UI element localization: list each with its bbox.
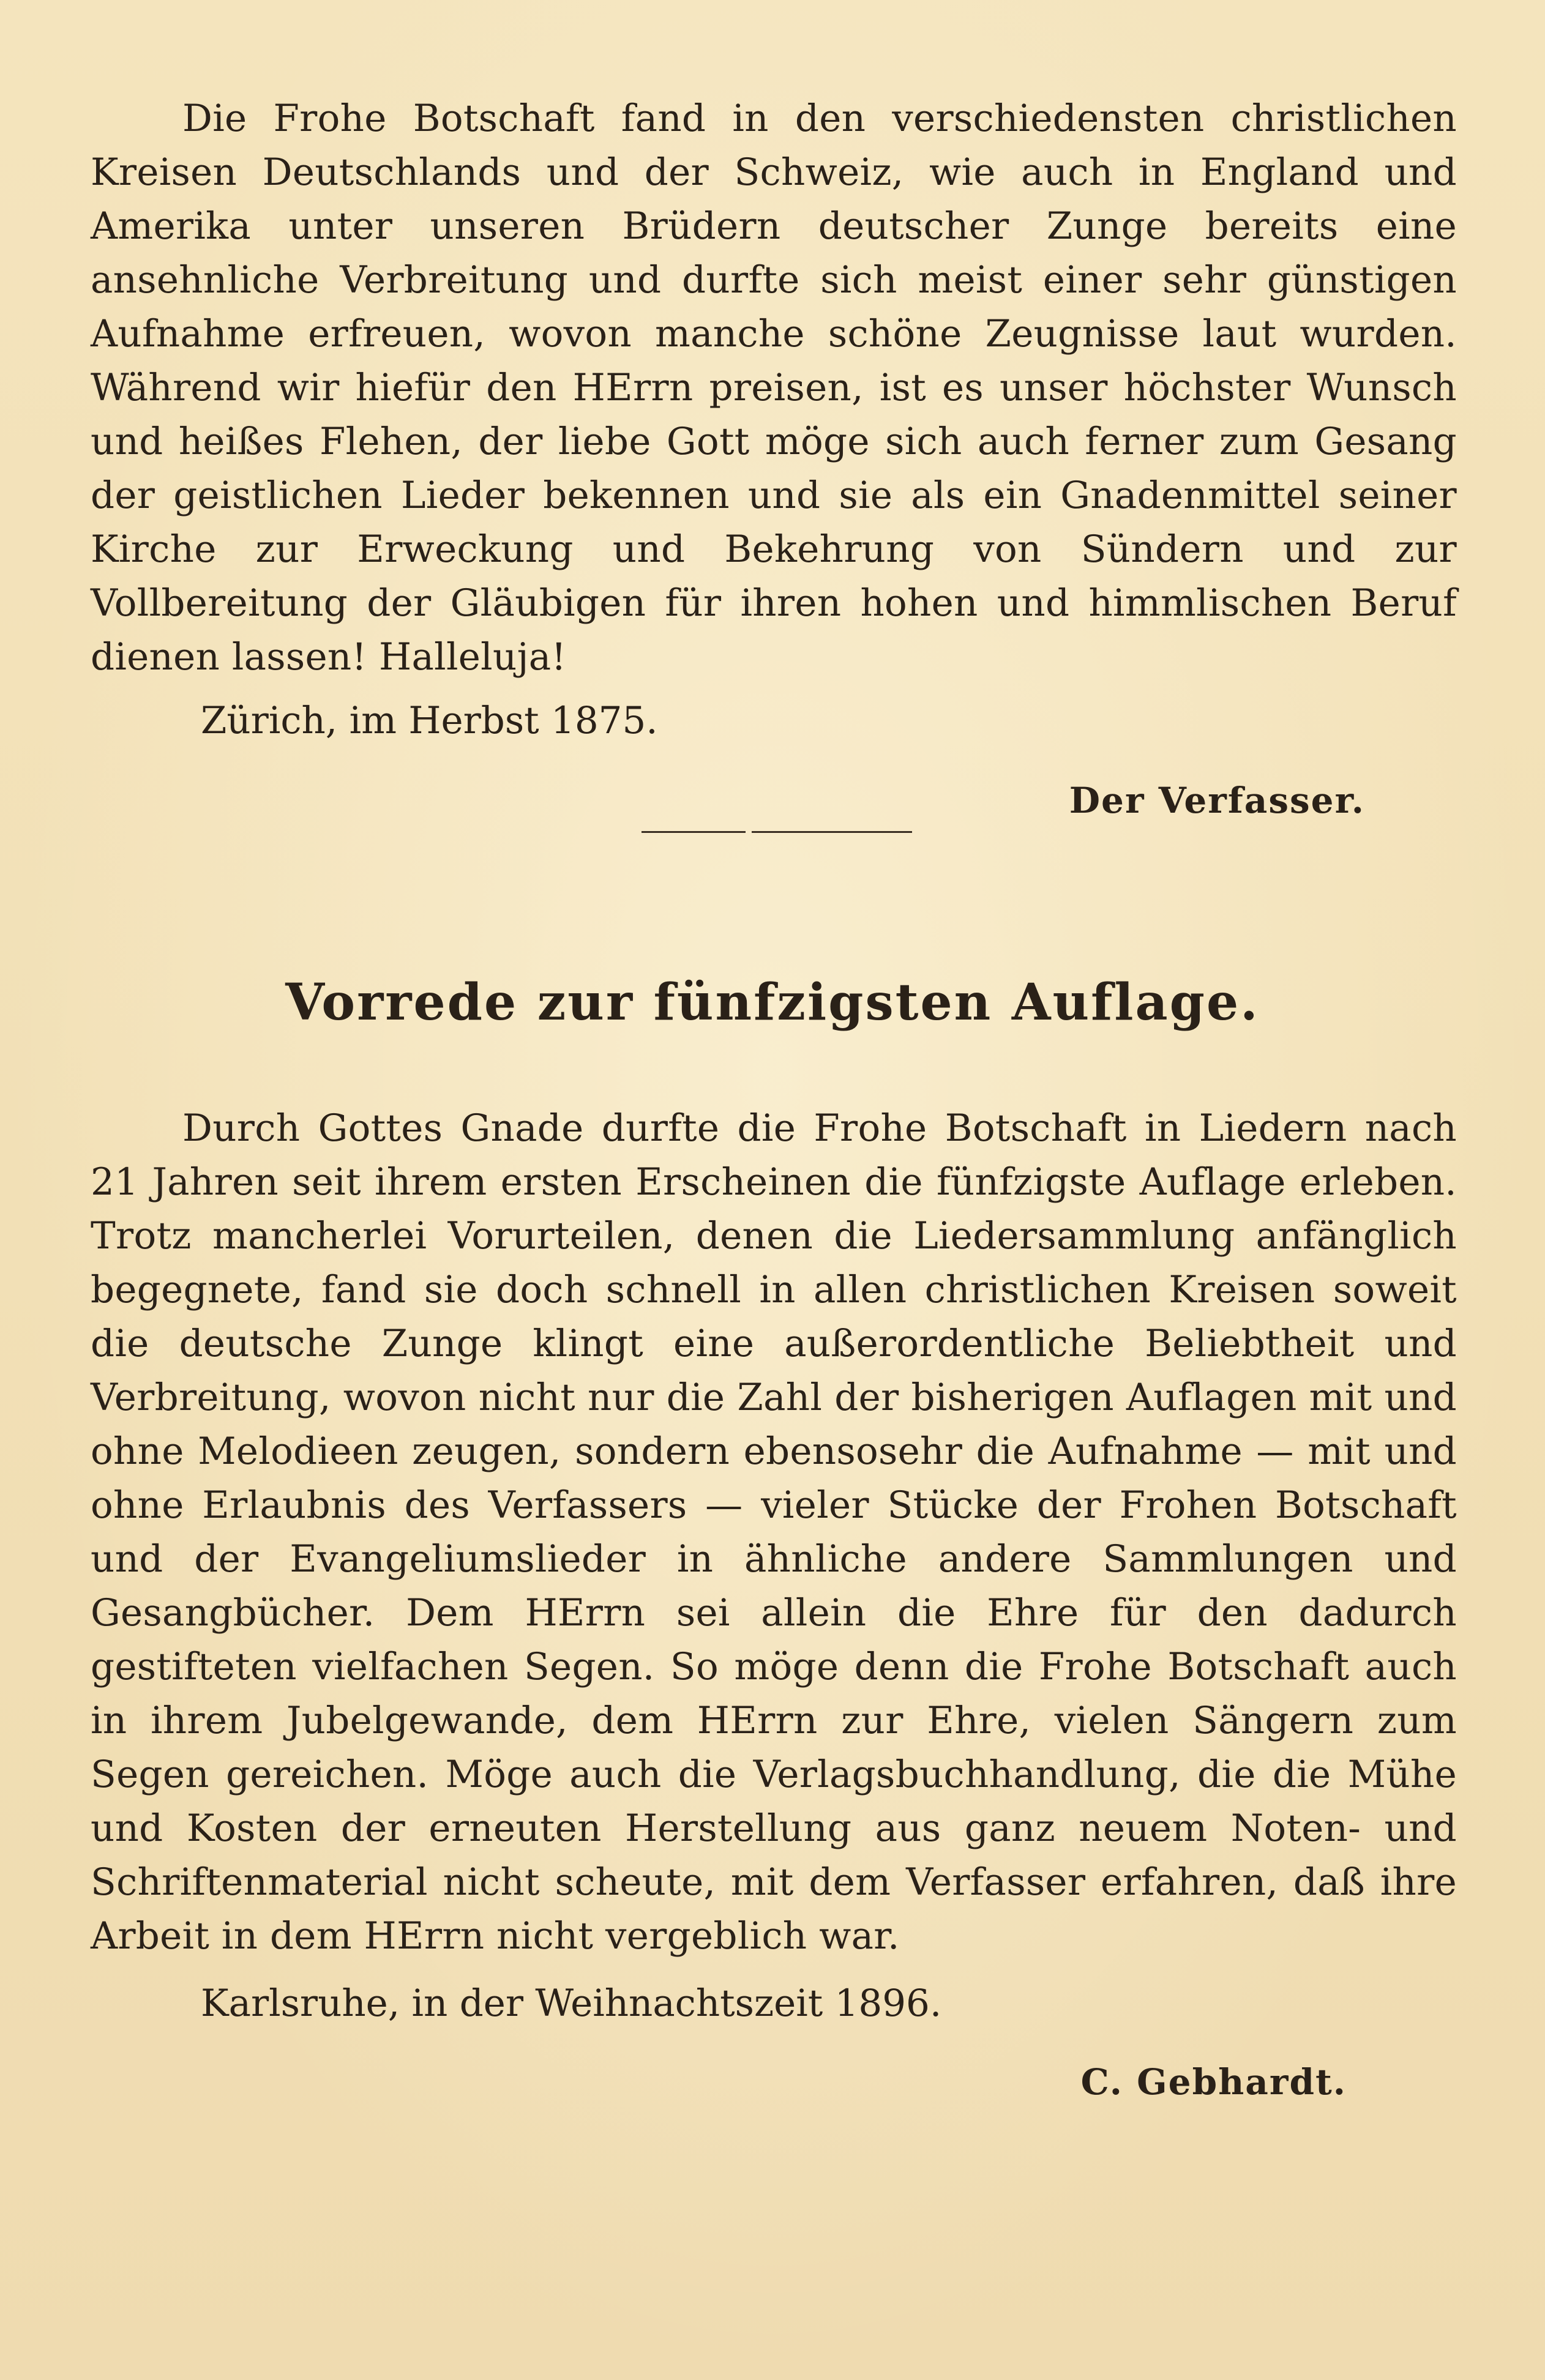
preface-paragraph: Die Frohe Botschaft fand in den verschiedensten christlichen Kreisen Deutschlands und der Schweiz, wie auch in England und Amerika unter unseren Brüdern deutscher Zunge bereits eine ansehnliche Verbreitung und durfte sich meist einer sehr günstigen Aufnahme erfreuen, wovon manche schöne Zeugnisse laut wurden. Während wir hiefür den HErrn preisen, ist es unser höchster Wunsch und heißes Flehen, der liebe Gott möge sich auch ferner zum Gesang der geistlichen Lieder bekennen und sie als ein Gnadenmittel seiner Kirche zur Erweckung und Bekehrung von Sündern und zur Vollbereitung der Gläubigen für ihren hohen und himmlischen Beruf dienen lassen! Halleluja!: [91, 97, 1457, 679]
fiftieth-dateline: Karlsruhe, in der Weihnachtszeit 1896.: [201, 1982, 942, 2025]
preface-first-edition: [91, 92, 1457, 827]
fiftieth-signature: C. Gebhardt.: [1080, 2061, 1347, 2103]
section-divider-right: [752, 831, 912, 833]
preface-signature: Der Verfasser.: [1069, 780, 1365, 821]
fiftieth-paragraph: Durch Gottes Gnade durfte die Frohe Botschaft in Liedern nach 21 Jahren seit ihrem ersten Erscheinen die fünfzigste Auflage erleben. Trotz mancherlei Vorurteilen, denen die Liedersammlung anfänglich begegnete, fand sie doch schnell in allen christlichen Kreisen soweit die deutsche Zunge klingt eine außerordentliche Beliebtheit und Verbreitung, wovon nicht nur die Zahl der bisherigen Auflagen mit und ohne Melodieen zeugen, sondern ebensosehr die Aufnahme — mit und ohne Erlaubnis des Verfassers — vieler Stücke der Frohen Botschaft und der Evangeliumslieder in ähnliche andere Sammlungen und Gesangbücher. Dem HErrn sei allein die Ehre für den dadurch gestifteten vielfachen Segen. So möge denn die Frohe Botschaft auch in ihrem Jubelgewande, dem HErrn zur Ehre, vielen Sängern zum Segen gereichen. Möge auch die Verlagsbuchhandlung, die die Mühe und Kosten der erneuten Herstellung aus ganz neuem Noten- und Schriftenmaterial nicht scheute, mit dem Verfasser erfahren, daß ihre Arbeit in dem HErrn nicht vergeblich war.: [91, 1106, 1457, 1958]
preface-dateline: Zürich, im Herbst 1875.: [201, 699, 658, 742]
preface-fiftieth-edition: [91, 1102, 1457, 2109]
section-divider-left: [642, 831, 746, 833]
fiftieth-edition-heading: Vorrede zur fünfzigsten Auflage.: [285, 973, 1260, 1032]
